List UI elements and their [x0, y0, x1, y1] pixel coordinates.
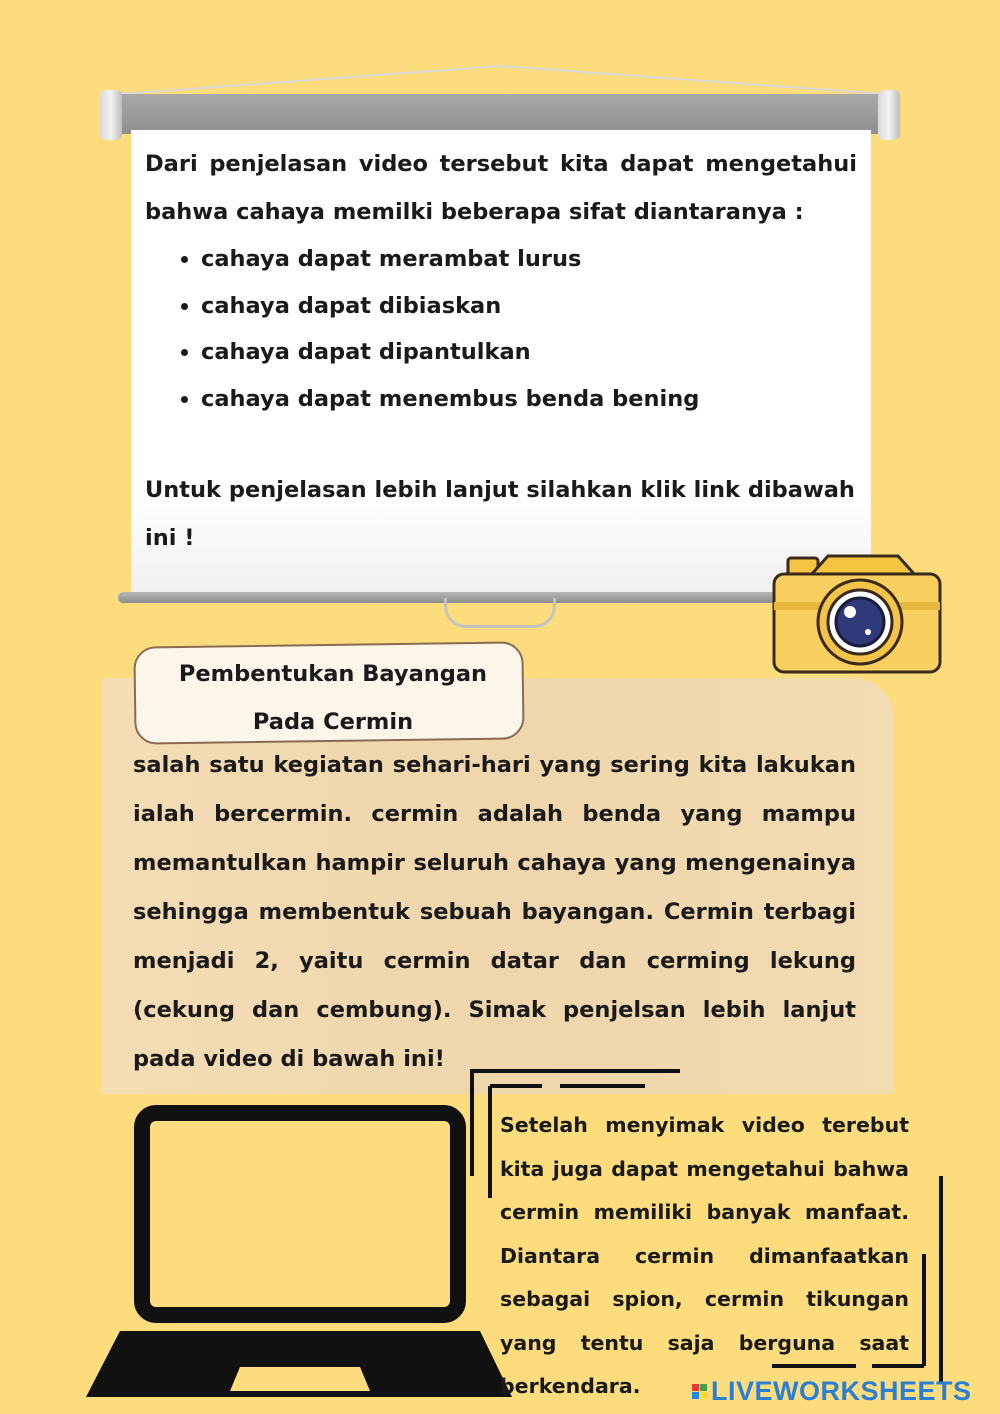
list-item: • cahaya dapat merambat lurus — [201, 236, 857, 283]
liveworksheets-logo-icon — [692, 1384, 707, 1399]
list-item: • cahaya dapat menembus benda bening — [201, 376, 857, 423]
list-item: • cahaya dapat dipantulkan — [201, 329, 857, 376]
screen-intro: Dari penjelasan video tersebut kita dapat mengetahui bahwa cahaya memilki beberapa sifat diantaranya : — [145, 151, 857, 225]
screen-roller-cap-left — [100, 90, 122, 140]
camera-icon — [770, 550, 945, 680]
link-instruction: Untuk penjelasan lebih lanjut silahkan klik link dibawah ini ! — [145, 477, 855, 551]
liveworksheets-watermark — [692, 1376, 972, 1406]
mirror-benefits-text: Setelah menyimak video terebut kita juga dapat mengetahui bahwa cermin memiliki banyak manfaat. Diantara cermin dimanfaatkan sebagai spion, cermin tikungan yang tentu saja berguna saat berkendara. — [500, 1113, 909, 1398]
screen-content — [145, 140, 857, 562]
screen-roller-bar — [106, 94, 896, 134]
light-properties-list — [145, 236, 857, 422]
list-item: • cahaya dapat dibiaskan — [201, 283, 857, 330]
watermark-text: LIVEWORKSHEETS — [711, 1375, 972, 1406]
section-body: salah satu kegiatan sehari-hari yang sering kita lakukan ialah bercermin. cermin adalah benda yang mampu memantulkan hampir seluruh cahaya yang mengenainya sehingga membentuk sebuah bayangan. Cermin terbagi menjadi 2, yaitu cermin datar dan cerming lekung (cekung dan cembung). Simak penjelsan lebih lanjut pada video di bawah ini! — [133, 752, 856, 1072]
laptop-icon — [80, 1105, 520, 1405]
screen-pull-handle — [444, 598, 556, 628]
section-title: Pembentukan Bayangan Pada Cermin — [178, 661, 488, 735]
screen-roller-cap-right — [878, 90, 900, 140]
